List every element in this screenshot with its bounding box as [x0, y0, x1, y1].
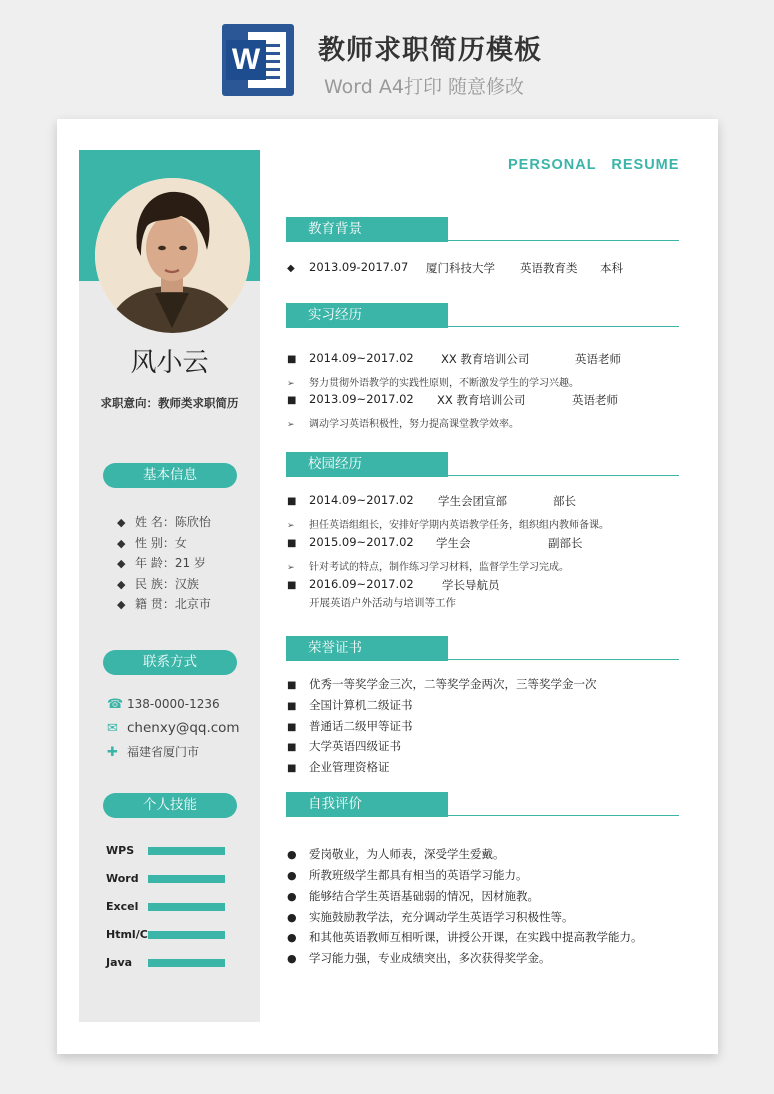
campus-role: 部长 [553, 494, 576, 508]
section-divider [286, 326, 679, 327]
section-divider [286, 815, 679, 816]
campus-note: 开展英语户外活动与培训等工作 [309, 597, 456, 609]
square-bullet-icon: ■ [287, 538, 297, 549]
diamond-bullet-icon: ◆ [117, 536, 126, 550]
internship-org: XX 教育培训公司 [437, 393, 526, 407]
internship-role: 英语老师 [572, 393, 618, 407]
self-eval-item: ● 所教班级学生都具有相当的英语学习能力。 [287, 868, 528, 882]
honors-heading: 荣誉证书 [286, 636, 448, 661]
template-title: 教师求职简历模板 [318, 35, 542, 66]
campus-period: 2015.09~2017.02 [309, 535, 414, 549]
info-value: 21 岁 [174, 556, 206, 570]
word-icon [222, 24, 294, 96]
arrow-bullet-icon: ➢ [287, 563, 295, 573]
square-bullet-icon: ■ [287, 701, 297, 712]
skill-label: Html/C [106, 928, 148, 941]
campus-period: 2016.09~2017.02 [309, 577, 414, 591]
page-header [0, 0, 774, 112]
education-major: 英语教育类 [520, 261, 578, 275]
resume-page [57, 119, 718, 1054]
skill-label: Excel [106, 900, 139, 913]
campus-note: ➢ 针对考试的特点，制作练习学习材料，监督学生学习完成。 [287, 562, 569, 573]
mail-icon: ✉ [107, 721, 118, 736]
self-eval-item: ● 能够结合学生英语基础弱的情况，因材施教。 [287, 889, 539, 903]
education-heading: 教育背景 [286, 217, 448, 242]
diamond-bullet-icon: ◆ [117, 516, 126, 529]
campus-note: ➢ 担任英语组组长，安排好学期内英语教学任务，组织组内教师备课。 [287, 520, 609, 531]
campus-org: 学长导航员 [442, 578, 500, 592]
square-bullet-icon: ■ [287, 354, 297, 365]
honor-item: ■ 普通话二级甲等证书 [287, 719, 413, 733]
job-intent: 求职意向：教师类求职简历 [100, 396, 239, 410]
diamond-bullet-icon: ◆ [117, 577, 126, 591]
diamond-bullet-icon: ◆ [287, 263, 295, 274]
internship-org: XX 教育培训公司 [441, 352, 530, 366]
self-eval-item: ● 爱岗敬业，为人师表，深受学生爱戴。 [287, 847, 505, 861]
phone-icon: ☎ [107, 697, 124, 712]
internship-row [287, 351, 414, 365]
square-bullet-icon: ■ [287, 580, 297, 591]
phone-value: 138-0000-1236 [127, 697, 220, 711]
dot-bullet-icon: ● [287, 869, 297, 882]
honor-item: ■ 全国计算机二级证书 [287, 698, 413, 712]
resume-main [57, 119, 718, 1054]
diamond-bullet-icon: ◆ [117, 557, 126, 570]
basic-info-heading: 基本信息 [103, 463, 237, 488]
campus-row [287, 535, 414, 549]
campus-row [287, 493, 414, 507]
resume-title: PERSONAL RESUME [508, 157, 680, 173]
self-eval-item: ● 实施鼓励教学法，充分调动学生英语学习积极性等。 [287, 910, 574, 924]
internship-heading: 实习经历 [286, 303, 448, 328]
square-bullet-icon: ■ [287, 496, 297, 507]
skill-label: Word [106, 872, 139, 885]
arrow-bullet-icon: ➢ [287, 521, 295, 531]
square-bullet-icon: ■ [287, 680, 297, 691]
square-bullet-icon: ■ [287, 763, 297, 774]
info-value: 北京市 [174, 597, 211, 611]
education-degree: 本科 [600, 261, 623, 275]
candidate-name: 风小云 [130, 348, 209, 378]
square-bullet-icon: ■ [287, 742, 297, 753]
address-value: 福建省厦门市 [127, 745, 200, 759]
dot-bullet-icon: ● [287, 890, 297, 903]
campus-org: 学生会 [436, 536, 471, 550]
contact-heading: 联系方式 [103, 650, 237, 675]
education-school: 厦门科技大学 [426, 261, 495, 275]
self-eval-heading: 自我评价 [286, 792, 448, 817]
campus-heading: 校园经历 [286, 452, 448, 477]
word-icon-letter: W [226, 40, 266, 80]
skill-label: WPS [106, 844, 135, 857]
honor-item: ■ 企业管理资格证 [287, 760, 390, 774]
info-label: 姓 名： [135, 515, 175, 529]
square-bullet-icon: ■ [287, 395, 297, 406]
info-value: 陈欣怡 [174, 515, 211, 529]
arrow-bullet-icon: ➢ [287, 379, 295, 389]
internship-period: 2013.09~2017.02 [309, 392, 414, 406]
campus-period: 2014.09~2017.02 [309, 493, 414, 507]
info-label: 性 别： [135, 535, 175, 550]
location-icon: ✚ [107, 745, 118, 760]
info-value: 女 [174, 535, 187, 550]
section-divider [286, 475, 679, 476]
skill-label: Java [106, 956, 133, 969]
campus-org: 学生会团宣部 [438, 494, 507, 508]
section-divider [286, 240, 679, 241]
info-label: 年 龄： [135, 556, 175, 570]
dot-bullet-icon: ● [287, 848, 297, 861]
self-eval-item: ● 学习能力强，专业成绩突出，多次获得奖学金。 [287, 951, 551, 965]
self-eval-item: ● 和其他英语教师互相听课，讲授公开课，在实践中提高教学能力。 [287, 930, 643, 944]
internship-note: ➢ 努力贯彻外语教学的实践性原则，不断激发学生的学习兴趣。 [287, 378, 579, 389]
honor-item: ■ 优秀一等奖学金三次，二等奖学金两次，三等奖学金一次 [287, 677, 597, 691]
internship-role: 英语老师 [575, 352, 621, 366]
dot-bullet-icon: ● [287, 931, 297, 944]
internship-row [287, 392, 414, 406]
template-subtitle: Word A4打印 随意修改 [324, 76, 525, 98]
arrow-bullet-icon: ➢ [287, 420, 295, 430]
education-row [287, 260, 408, 274]
info-label: 民 族： [135, 576, 175, 591]
info-label: 籍 贯： [135, 597, 175, 611]
section-divider [286, 659, 679, 660]
internship-note: ➢ 调动学习英语积极性，努力提高课堂教学效率。 [287, 419, 519, 430]
email-value: chenxy@qq.com [127, 720, 240, 736]
internship-period: 2014.09~2017.02 [309, 351, 414, 365]
education-period: 2013.09-2017.07 [309, 260, 409, 274]
diamond-bullet-icon: ◆ [117, 598, 126, 611]
campus-row [287, 577, 414, 591]
dot-bullet-icon: ● [287, 952, 297, 965]
honor-item: ■ 大学英语四级证书 [287, 739, 401, 753]
skills-heading: 个人技能 [103, 793, 237, 818]
campus-role: 副部长 [548, 536, 583, 550]
square-bullet-icon: ■ [287, 722, 297, 733]
info-value: 汉族 [174, 576, 199, 591]
dot-bullet-icon: ● [287, 911, 297, 924]
